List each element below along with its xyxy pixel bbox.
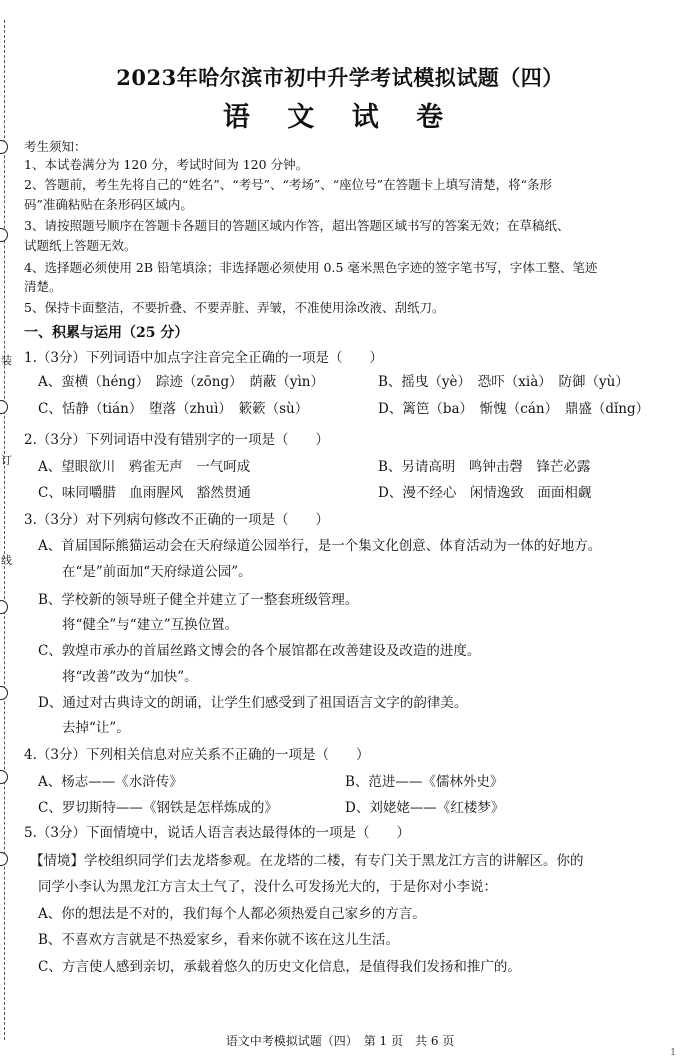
- binding-hole: [0, 686, 8, 700]
- q2-option-d: D、漫不经心 闲情逸致 面面相觑: [378, 485, 592, 501]
- q3-option-c-fix: 将“改善”改为“加快”。: [62, 669, 198, 685]
- q3-option-b-fix: 将“健全”与“建立”互换位置。: [62, 617, 239, 633]
- corner-mark: 1: [670, 1048, 676, 1058]
- binding-hole: [0, 400, 8, 414]
- notice-line: 1、本试卷满分为 120 分，考试时间为 120 分钟。: [24, 157, 309, 172]
- binding-dashed-line: [4, 20, 6, 1040]
- notice-line: 4、选择题必须使用 2B 铅笔填涂；非选择题必须使用 0.5 毫米黑色字迹的签字笔书写，字体工整、笔迹: [24, 260, 598, 275]
- q3-option-a: A、首届国际熊猫运动会在天府绿道公园举行，是一个集文化创意、体育活动为一体的好地方。: [38, 538, 602, 554]
- q5-context: 【情境】学校组织同学们去龙塔参观。在龙塔的二楼，有专门关于黑龙江方言的讲解区。你的: [30, 853, 584, 869]
- question-stem: 1.（3分）下列词语中加点字注音完全正确的一项是（ ）: [24, 350, 383, 366]
- section-heading: 一、积累与运用（25 分）: [24, 325, 189, 341]
- notice-heading: 考生须知：: [24, 139, 87, 154]
- q5-option-b: B、不喜欢方言就是不热爱家乡，看来你就不该在这儿生活。: [38, 932, 399, 948]
- q1-option-c: C、恬静（tián） 堕落（zhuì） 簌簌（sù）: [38, 401, 309, 417]
- q3-option-c: C、敦煌市承办的首届丝路文博会的各个展馆都在改善建设及改造的进度。: [38, 643, 481, 659]
- q2-option-b: B、另请高明 鸣钟击磬 锋芒必露: [378, 459, 591, 475]
- q2-option-a: A、望眼欲川 鸦雀无声 一气呵成: [38, 459, 251, 475]
- notice-line: 5、保持卡面整洁，不要折叠、不要弄脏、弄皱，不准使用涂改液、刮纸刀。: [24, 300, 445, 315]
- q1-option-a: A、蛮横（héng） 踪迹（zōng） 荫蔽（yìn）: [38, 374, 324, 390]
- q1-option-b: B、摇曳（yè） 恐吓（xià） 防御（yù）: [378, 374, 629, 390]
- question-stem: 3.（3分）对下列病句修改不正确的一项是（ ）: [24, 512, 329, 528]
- binding-char: 装: [1, 354, 12, 367]
- q3-option-a-fix: 在“是”前面加“天府绿道公园”。: [62, 564, 252, 580]
- q5-context: 同学小李认为黑龙江方言太土气了，没什么可发扬光大的，于是你对小李说：: [38, 879, 497, 895]
- notice-line: 3、请按照题号顺序在答题卡各题目的答题区域内作答，超出答题区域书写的答案无效；在草稿纸、: [24, 218, 570, 233]
- binding-hole: [0, 852, 8, 866]
- exam-subtitle: 语 文 试 卷: [222, 102, 458, 133]
- page-footer: 语文中考模拟试题（四） 第 1 页 共 6 页: [225, 1034, 455, 1048]
- question-stem: 4.（3分）下列相关信息对应关系不正确的一项是（ ）: [24, 747, 370, 763]
- notice-line: 试题纸上答题无效。: [24, 238, 137, 253]
- binding-char: 订: [1, 454, 12, 467]
- q5-option-a: A、你的想法是不对的，我们每个人都必须热爱自己家乡的方言。: [38, 906, 426, 922]
- binding-hole: [0, 140, 8, 154]
- notice-line: 2、答题前，考生先将自己的“姓名”、“考号”、“考场”、“座位号”在答题卡上填写清楚，将“条形: [24, 177, 552, 192]
- q4-option-d: D、刘姥姥——《红楼梦》: [345, 800, 505, 816]
- binding-char: 线: [1, 554, 12, 567]
- binding-hole: [0, 600, 8, 614]
- binding-hole: [0, 770, 8, 784]
- notice-line: 清楚。: [24, 279, 62, 294]
- question-stem: 2.（3分）下列词语中没有错别字的一项是（ ）: [24, 432, 329, 448]
- q2-option-c: C、味同嚼腊 血雨腥风 豁然贯通: [38, 485, 251, 501]
- binding-hole: [0, 228, 8, 242]
- q3-option-d: D、通过对古典诗文的朗诵，让学生们感受到了祖国语言文字的韵律美。: [38, 695, 468, 711]
- binding-margin: [0, 0, 14, 1062]
- q4-option-a: A、杨志——《水浒传》: [38, 774, 183, 790]
- q3-option-d-fix: 去掉“让”。: [62, 720, 130, 736]
- q5-option-c: C、方言使人感到亲切，承载着悠久的历史文化信息，是值得我们发扬和推广的。: [38, 959, 521, 975]
- question-stem: 5.（3分）下面情境中，说话人语言表达最得体的一项是（ ）: [24, 825, 410, 841]
- q1-option-d: D、篱笆（ba） 惭愧（cán） 鼎盛（dǐng）: [378, 401, 650, 417]
- q4-option-c: C、罗切斯特——《钢铁是怎样炼成的》: [38, 800, 278, 816]
- notice-line: 码”准确粘贴在条形码区域内。: [24, 197, 193, 212]
- exam-title: 2023年哈尔滨市初中升学考试模拟试题（四）: [116, 65, 564, 90]
- q3-option-b: B、学校新的领导班子健全并建立了一整套班级管理。: [38, 592, 359, 608]
- q4-option-b: B、范进——《儒林外史》: [345, 774, 504, 790]
